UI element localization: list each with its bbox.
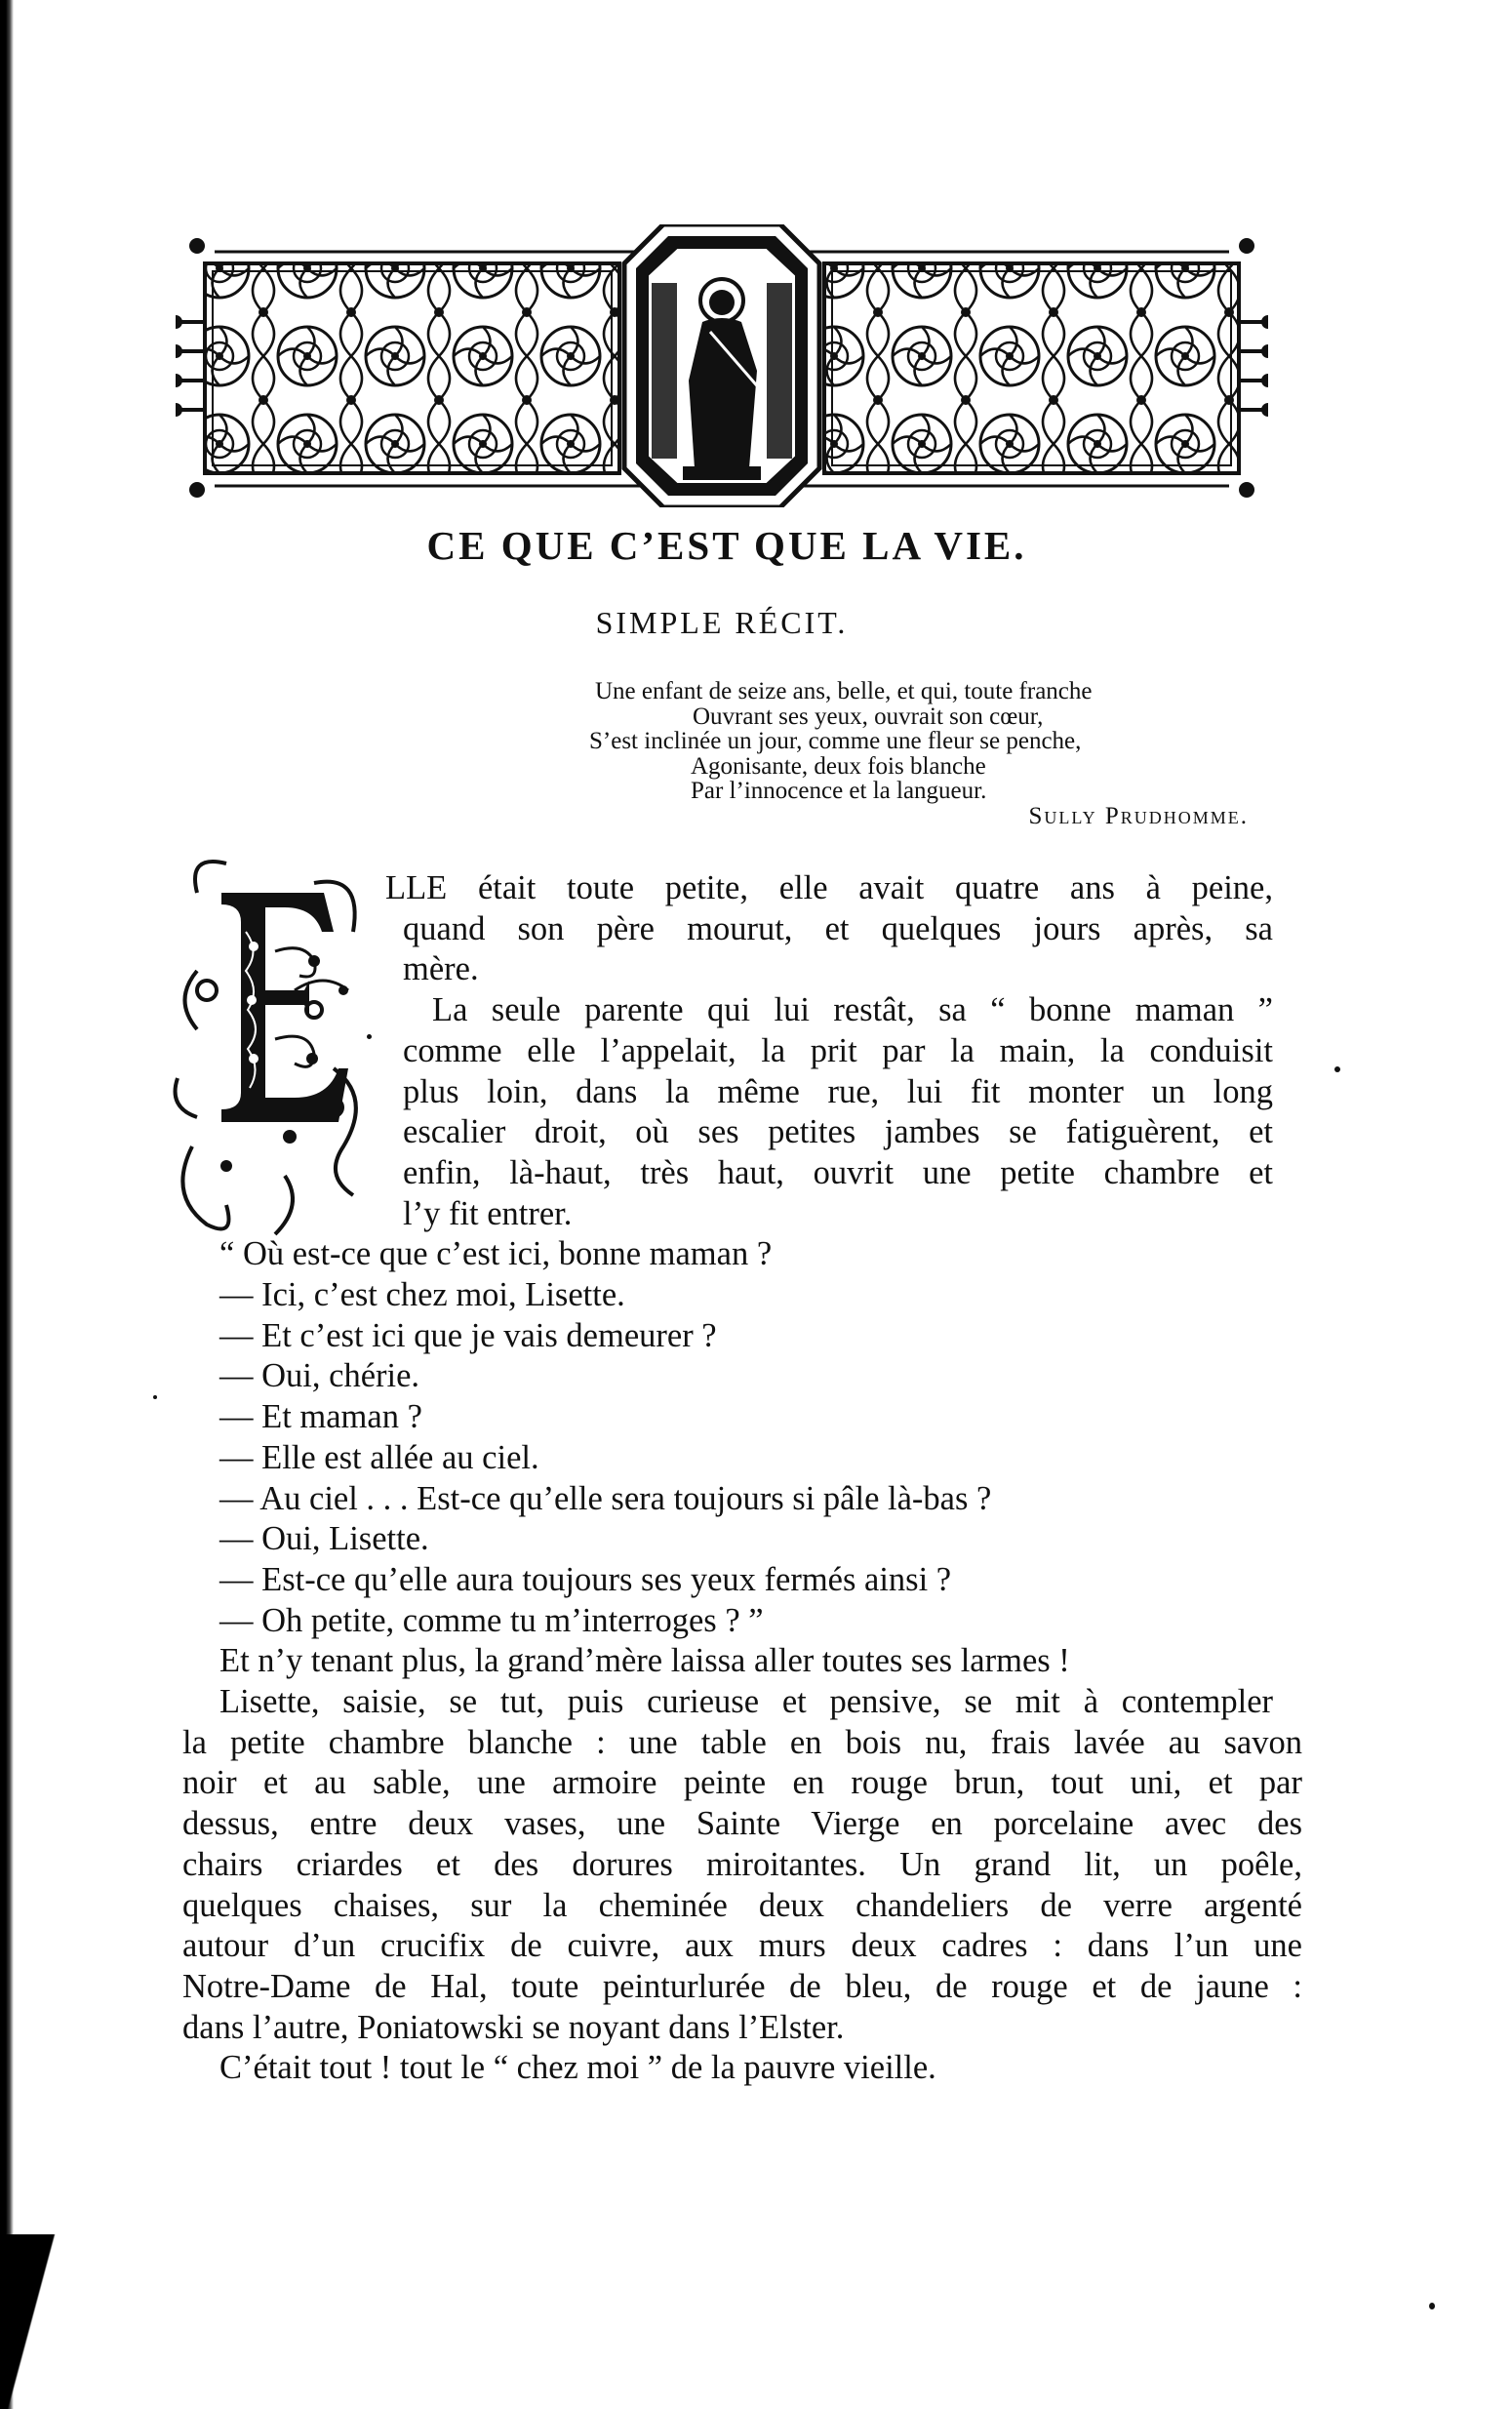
epigraph-line: Par l’innocence et la langueur. <box>691 778 987 805</box>
text-line: la petite chambre blanche : une table en bois nu, frais lavée au savon <box>182 1723 1302 1761</box>
text-line: escalier droit, où ses petites jambes se fatiguèrent, et <box>403 1113 1273 1151</box>
chapter-subtitle: SIMPLE RÉCIT. <box>595 605 849 640</box>
text-line: mère. <box>403 950 479 988</box>
page-corner-shadow <box>0 2234 107 2409</box>
epigraph-attribution: Sully Prudhomme. <box>1028 802 1249 829</box>
epigraph-line: Agonisante, deux fois blanche <box>691 752 986 780</box>
text-line: noir et au sable, une armoire peinte en rouge brun, tout uni, et par <box>182 1764 1302 1802</box>
text-line: chairs criardes et des dorures miroitantes. Un grand lit, un poêle, <box>182 1845 1302 1883</box>
text-line: dessus, entre deux vases, une Sainte Vierge en porcelaine avec des <box>182 1805 1302 1843</box>
text-line: plus loin, dans la même rue, lui fit monter un long <box>403 1072 1273 1110</box>
epigraph-line: Une enfant de seize ans, belle, et qui, toute franche <box>595 678 1093 704</box>
ink-speck <box>1429 2303 1435 2309</box>
text-line: La seule parente qui lui restât, sa “ bonne maman ” <box>432 991 1273 1029</box>
dialogue-line: — Et maman ? <box>219 1398 422 1436</box>
dialogue-line: “ Où est-ce que c’est ici, bonne maman ? <box>219 1235 773 1273</box>
text-line: C’était tout ! tout le “ chez moi ” de la pauvre vieille. <box>219 2049 936 2087</box>
intro-paragraph <box>385 868 1273 1234</box>
ink-speck <box>1334 1066 1340 1072</box>
dialogue-line: — Ici, c’est chez moi, Lisette. <box>219 1276 625 1314</box>
text-line: dans l’autre, Poniatowski se noyant dans l’Elster. <box>182 2008 845 2046</box>
dialogue-line: — Est-ce qu’elle aura toujours ses yeux fermés ainsi ? <box>219 1560 952 1598</box>
epigraph-line: S’est inclinée un jour, comme une fleur se penche, <box>589 728 1082 755</box>
dialogue-line: — Elle est allée au ciel. <box>219 1438 539 1476</box>
chapter-title: CE QUE C’EST QUE LA VIE. <box>426 523 1027 568</box>
text-line: Et n’y tenant plus, la grand’mère laissa aller toutes ses larmes ! <box>219 1642 1070 1680</box>
text-line: l’y fit entrer. <box>403 1194 573 1232</box>
dialogue-line: — Oui, chérie. <box>219 1357 420 1395</box>
dialogue-line: — Oui, Lisette. <box>219 1520 429 1558</box>
text-line: Notre-Dame de Hal, toute peinturlurée de bleu, de rouge et de jaune : <box>182 1967 1302 2005</box>
dialogue-block <box>219 1234 1273 1641</box>
ink-speck <box>153 1395 157 1399</box>
page-spine-shadow <box>0 0 14 2409</box>
dialogue-line: — Et c’est ici que je vais demeurer ? <box>219 1316 717 1354</box>
text-line: autour d’un crucifix de cuivre, aux murs deux cadres : dans l’un une <box>182 1927 1302 1965</box>
text-line: quand son père mourut, et quelques jours après, sa <box>403 909 1273 947</box>
text-line: Lisette, saisie, se tut, puis curieuse et pensive, se mit à contempler <box>219 1683 1273 1721</box>
epigraph <box>585 679 1268 829</box>
article-body <box>182 868 1302 2089</box>
dialogue-line: — Oh petite, comme tu m’interroges ? ” <box>219 1601 764 1639</box>
dialogue-line: — Au ciel . . . Est-ce qu’elle sera toujours si pâle là-bas ? <box>219 1479 992 1517</box>
epigraph-line: Ouvrant ses yeux, ouvrait son cœur, <box>693 703 1044 730</box>
text-line: LLE était toute petite, elle avait quatre ans à peine, <box>385 869 1273 906</box>
text-line: comme elle l’appelait, la prit par la main, la conduisit <box>403 1031 1273 1069</box>
text-line: enfin, là-haut, très haut, ouvrit une petite chambre et <box>403 1153 1273 1191</box>
text-line: quelques chaises, sur la cheminée deux chandeliers de verre argenté <box>182 1886 1302 1924</box>
header-ornament-band <box>176 224 1268 507</box>
closing-paragraph <box>182 1641 1302 2089</box>
